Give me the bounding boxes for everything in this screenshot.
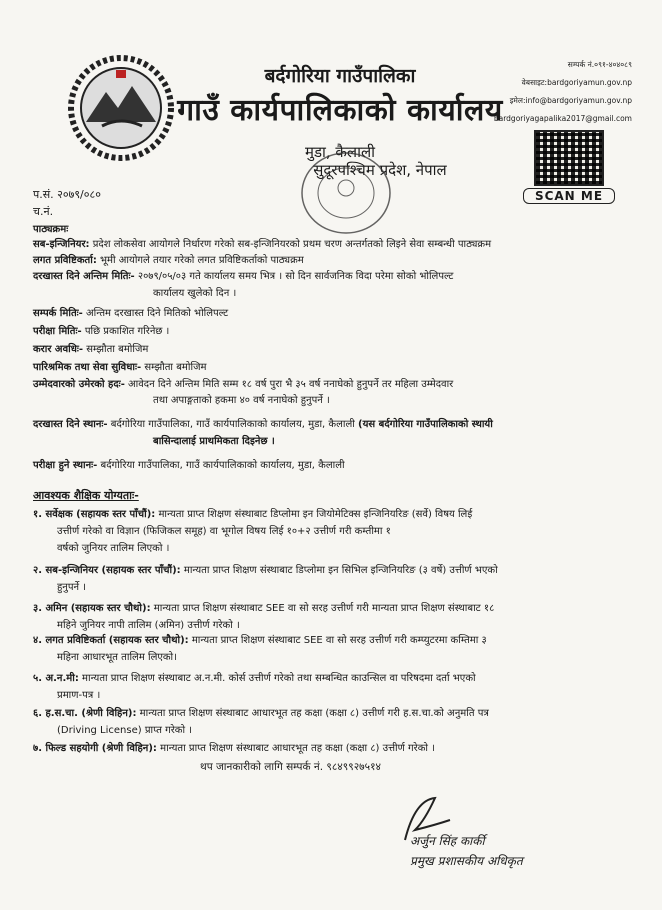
qualification-item: ५. अ.न.मी: मान्यता प्राप्त शिक्षण संस्थाबाट अ.न.मी. कोर्स उत्तीर्ण गरेको तथा सम्बन्धित काउन्सिल वा परिषदमा दर्ता भएको प्रमाण-पत्र । (33, 673, 476, 701)
subject-line: पाठ्यक्रमः (33, 224, 69, 235)
office-address: मुडा, कैलाली (304, 143, 376, 161)
data-entry-syllabus: लगत प्रविष्टिकर्ता: भूमी आयोगले तयार गरेको लगत प्रविष्टिकर्ताको पाठ्यक्रम (33, 255, 304, 266)
municipality-name: बर्दगोरिया गाउँपालिका (264, 65, 416, 87)
deadline-line: दरखास्त दिने अन्तिम मितिः- २०७९/०५/०३ गते कार्यालय समय भित्र । सो दिन सार्वजनिक विदा परेमा सोको भोलिपल्ट (33, 271, 454, 282)
reference-number: प.सं. २०७९/०८० (33, 188, 101, 201)
qualifications-title: आवश्यक शैक्षिक योग्यताः- (33, 489, 139, 502)
contract-period: करार अवधिः- सम्झौता बमोजिम (33, 344, 149, 355)
qualification-item: २. सब-इन्जिनियर (सहायक स्तर पाँचौं): मान्यता प्राप्त शिक्षण संस्थाबाट डिप्लोमा इन सिभिल इन्जिनियरिङ (३ वर्षे) उत्तीर्ण भएको हुनुपर्ने । (33, 565, 498, 593)
contact-phone: सम्पर्क नं.०९१-४०४०८९ (567, 60, 632, 69)
contact-date: सम्पर्क मितिः- अन्तिम दरखास्त दिने मितिको भोलिपल्ट (33, 308, 229, 319)
qualification-item: १. सर्वेक्षक (सहायक स्तर पाँचौं): मान्यता प्राप्त शिक्षण संस्थाबाट डिप्लोमा इन जियोमेटिक्स इन्जिनियरिङ (सर्वे) विषय लिई उत्तीर्ण गरेको वा विज्ञान (फिजिकल समूह) वा भूगोल विषय लिई १०+२ उत्तीर्ण गरी कम्तीमा १ वर्षको जुनियर तालिम लिएको । (33, 509, 473, 554)
contact-website[interactable]: वेबसाइट:bardgoriyamun.gov.np (521, 78, 632, 87)
office-title: गाउँ कार्यपालिकाको कार्यालय (177, 93, 503, 128)
more-info-contact: थप जानकारीको लागि सम्पर्क नं. ९८४९९२७५१४ (200, 761, 381, 773)
deadline-cont: कार्यालय खुलेको दिन । (153, 288, 237, 299)
contact-block (482, 56, 632, 128)
exam-date: परीक्षा मितिः- पछि प्रकाशित गरिनेछ । (33, 326, 170, 337)
remuneration: पारिश्रमिक तथा सेवा सुविधाः- सम्झौता बमोजिम (33, 362, 207, 373)
qualification-item: ७. फिल्ड सहयोगी (श्रेणी विहिन): मान्यता प्राप्त शिक्षण संस्थाबाट आधारभूत तह कक्षा (कक्षा ८) उत्तीर्ण गरेको । (33, 743, 435, 754)
qualification-item: ४. लगत प्रविष्टिकर्ता (सहायक स्तर चौथो): मान्यता प्राप्त शिक्षण संस्थाबाट SEE वा सो सरह उत्तीर्ण गरी कम्प्युटरमा कम्तिमा ३ महिना आधारभूत तालिम लिएको। (33, 635, 487, 663)
contact-email[interactable]: इमेल:info@bardgoriyamun.gov.np (509, 96, 632, 105)
signatory-title: प्रमुख प्रशासकीय अधिकृत (410, 854, 523, 868)
subengineer-syllabus: सब-इन्जिनियर: प्रदेश लोकसेवा आयोगले निर्धारण गरेको सब-इन्जिनियरको प्रथम चरण अन्तर्गतको लिइने सेवा सम्बन्धी पाठ्यक्रम (33, 239, 492, 250)
age-limit-cont: तथा अपाङ्गताको हकमा ४० वर्ष ननाघेको हुनुपर्ने । (153, 395, 330, 406)
qr-label: SCAN ME (523, 188, 615, 204)
contact-email-alt[interactable]: bardgoriyagapalika2017@gmail.com (493, 114, 632, 123)
age-limit: उम्मेदवारको उमेरको हदः- आवेदन दिने अन्तिम मिति सम्म १८ वर्ष पुरा भै ३५ वर्ष ननाघेको हुनुपर्ने तर महिला उम्मेदवार (33, 379, 454, 390)
exam-place: परीक्षा हुने स्थानः- बर्दगोरिया गाउँपालिका, गाउँ कार्यपालिकाको कार्यालय, मुडा, कैलाली (33, 460, 345, 471)
application-place: दरखास्त दिने स्थानः- बर्दगोरिया गाउँपालिका, गाउँ कार्यपालिकाको कार्यालय, मुडा, कैलाली (यस बर्दगोरिया गाउँपालिकाको स्थायी (33, 419, 493, 430)
province-name: सुदूरपश्चिम प्रदेश, नेपाल (313, 161, 447, 179)
qualification-item: ३. अमिन (सहायक स्तर चौथो): मान्यता प्राप्त शिक्षण संस्थाबाट SEE वा सो सरह उत्तीर्ण गरी मान्यता प्राप्त शिक्षण संस्थाबाट १८ महिने जुनियर नापी तालिम (अमिन) उत्तीर्ण गरेको । (33, 603, 495, 631)
reference-block (33, 186, 101, 220)
signatory-name: अर्जुन सिंह कार्की (410, 834, 485, 848)
dispatch-number: च.नं. (33, 205, 54, 218)
qr-icon (534, 130, 604, 186)
qualification-item: ६. ह.स.चा. (श्रेणी विहिन): मान्यता प्राप्त शिक्षण संस्थाबाट आधारभूत तह कक्षा (कक्षा ८) उत्तीर्ण गरी ह.स.चा.को अनुमति पत्र (Driving License) प्राप्त गरेको । (33, 708, 489, 736)
qr-code (520, 130, 618, 210)
application-place-cont: बासिन्दालाई प्राथमिकता दिइनेछ । (153, 436, 275, 447)
